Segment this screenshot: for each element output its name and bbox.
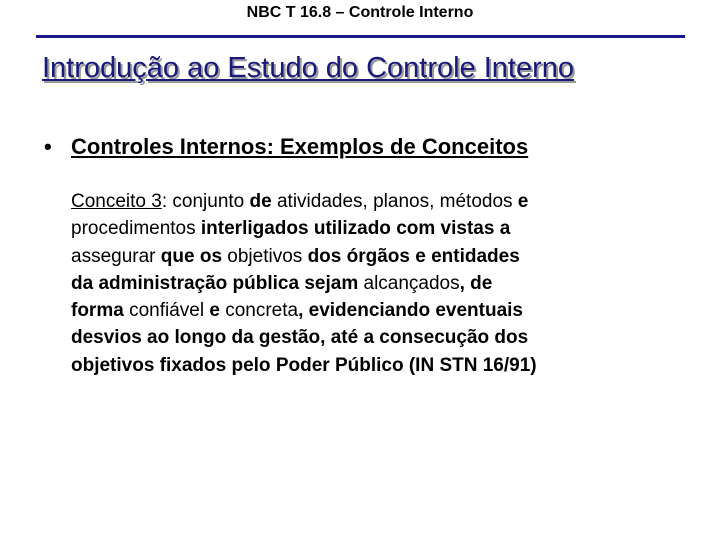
- bullet-marker: •: [44, 134, 52, 159]
- text-segment: desvios ao longo da gestão, até a consecução dos: [71, 327, 529, 349]
- header-divider: [36, 35, 685, 38]
- paragraph-line: [71, 188, 671, 215]
- text-segment: e: [517, 191, 529, 212]
- text-segment: atividades, planos, métodos: [271, 191, 518, 212]
- text-segment: , de: [459, 272, 493, 294]
- text-segment: confiável: [123, 300, 210, 322]
- text-segment: que os: [160, 245, 223, 267]
- bullet-item: [44, 134, 684, 160]
- text-segment: de: [249, 191, 272, 212]
- text-segment: e: [209, 300, 220, 322]
- paragraph-line: [71, 324, 671, 351]
- paragraph-line: [71, 215, 671, 242]
- paragraph-line: [71, 243, 671, 270]
- concept-paragraph: [71, 188, 671, 379]
- paragraph-line: [71, 297, 671, 324]
- text-segment: objetivos fixados pelo Poder Público (IN STN 16/91): [71, 354, 537, 376]
- bullet-text: Controles Internos: Exemplos de Conceitos: [71, 134, 529, 159]
- text-segment: Conceito 3: [71, 191, 162, 212]
- text-segment: forma: [71, 300, 124, 322]
- text-segment: procedimentos: [71, 218, 201, 240]
- text-segment: dos órgãos e entidades: [307, 245, 520, 267]
- text-segment: objetivos: [222, 245, 308, 267]
- paragraph-line: [71, 270, 671, 297]
- header-title: NBC T 16.8 – Controle Interno: [246, 4, 474, 21]
- text-segment: alcançados: [358, 272, 460, 294]
- text-segment: interligados utilizado com vistas a: [200, 218, 511, 240]
- text-segment: assegurar: [71, 245, 161, 267]
- text-segment: concreta: [219, 300, 299, 322]
- text-segment: da administração pública sejam: [71, 272, 359, 294]
- text-segment: , evidenciando eventuais: [298, 300, 523, 322]
- text-segment: : conjunto: [161, 191, 250, 212]
- paragraph-line: [71, 352, 671, 379]
- slide-title: Introdução ao Estudo do Controle Interno: [42, 52, 575, 84]
